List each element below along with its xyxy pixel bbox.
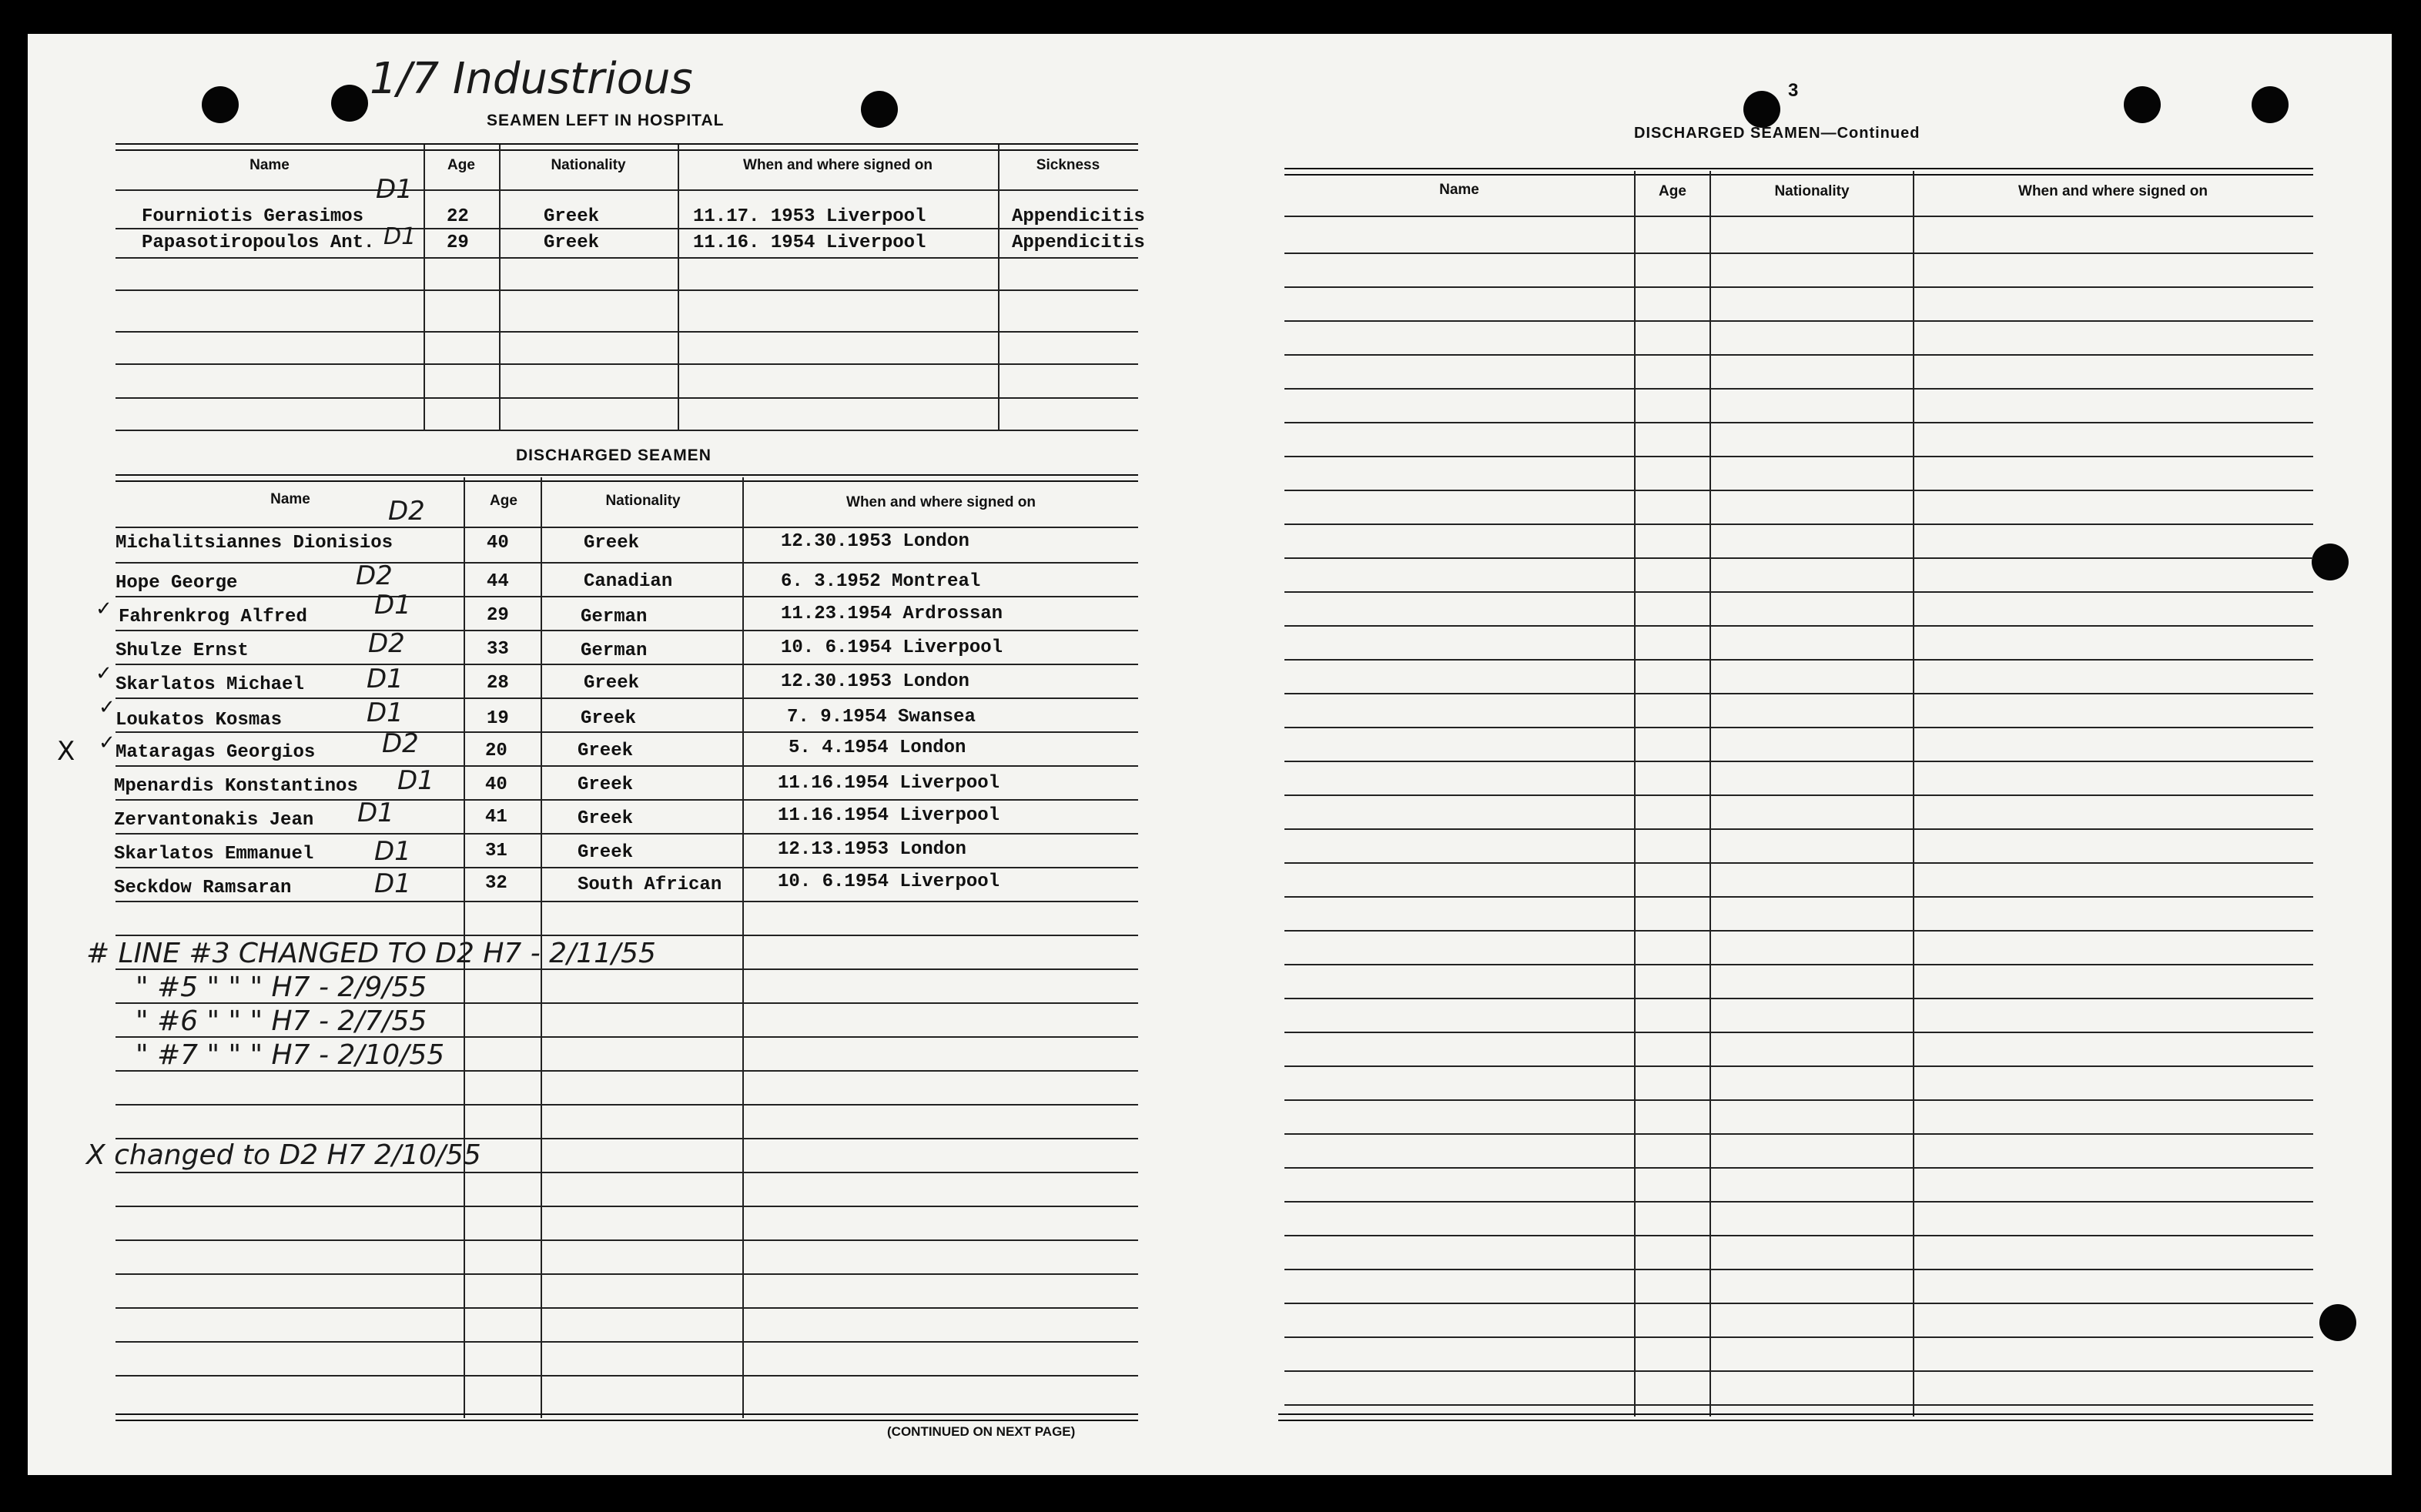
table-row-age: 32 [485,873,507,894]
handwritten-note: " #7 " " " H7 - 2/10/55 [136,1039,445,1071]
table-rule [1284,1099,2313,1101]
punch-hole [1743,91,1780,128]
table-row-age: 20 [485,741,507,761]
handwritten-note: X changed to D2 H7 2/10/55 [86,1139,481,1171]
table-row-signed: 10. 6.1954 Liverpool [781,637,1003,658]
table-row-nationality: Greek [578,842,634,863]
table-row-age: 40 [487,533,509,554]
row-code: D1 [367,697,404,728]
table-rule [116,474,1138,482]
discharged-col-age: Age [490,493,517,509]
x-mark: X [57,736,75,767]
table-rule [1284,591,2313,593]
table-row-age: 31 [485,841,507,861]
table-rule [1284,1269,2313,1270]
table-rule [1284,524,2313,525]
row-code: D1 [357,798,394,828]
hospital-col-nationality: Nationality [551,157,626,173]
table-row-signed: 12.30.1953 London [781,531,969,552]
check-mark: ✓ [95,597,112,621]
hospital-col-name: Name [249,157,290,173]
row-code: D1 [374,868,411,899]
handwritten-note: " #6 " " " H7 - 2/7/55 [136,1005,427,1037]
table-row-nationality: Greek [544,232,600,253]
table-row-signed: 7. 9.1954 Swansea [787,707,976,728]
table-rule [1284,1370,2313,1372]
hospital-col-age: Age [447,157,475,173]
table-rule [1284,1404,2313,1406]
table-row-nationality: German [581,607,648,627]
table-rule [1284,388,2313,390]
punch-hole [2319,1304,2356,1341]
hospital-col-signed: When and where signed on [743,157,933,173]
row-code: D1 [367,664,404,694]
table-rule [1284,625,2313,627]
table-rule [1284,1303,2313,1304]
table-rule [1284,1133,2313,1135]
table-row-sickness: Appendicitis [1012,206,1145,227]
table-row-nationality: Greek [584,673,640,694]
table-rule [1284,794,2313,796]
table-row-nationality: Greek [578,808,634,829]
table-row-name: Skarlatos Michael [116,674,304,695]
table-row-signed: 11.17. 1953 Liverpool [693,206,926,227]
check-mark: ✓ [99,731,116,754]
table-rule [1284,930,2313,932]
table-row-nationality: Greek [581,708,637,729]
table-row-name: Fourniotis Gerasimos [142,206,364,227]
row-code: D1 [397,765,434,796]
check-mark: ✓ [99,696,116,719]
right-col-age: Age [1659,183,1686,199]
table-row-name: Mpenardis Konstantinos [114,776,358,797]
table-row-signed: 10. 6.1954 Liverpool [778,871,1000,892]
punch-hole [861,91,898,128]
table-rule [1284,168,2313,176]
check-mark: ✓ [95,662,112,685]
table-row-nationality: Greek [544,206,600,227]
row-code: D2 [382,728,419,759]
table-row-age: 40 [485,774,507,795]
row-code: D2 [356,560,393,591]
table-row-age: 22 [447,206,469,227]
punch-hole [2312,544,2349,580]
table-rule [1284,659,2313,661]
table-row-name: Loukatos Kosmas [116,710,283,731]
table-rule [1284,896,2313,898]
table-row-signed: 5. 4.1954 London [789,738,966,758]
row-code: D1 [374,590,411,621]
right-col-name: Name [1439,182,1479,198]
table-row-name: Fahrenkrog Alfred [119,607,307,627]
table-row-age: 29 [447,232,469,253]
table-row-age: 29 [487,605,509,626]
row-code: D1 [376,174,413,205]
table-rule [1284,422,2313,423]
table-row-age: 28 [487,673,509,694]
table-row-name: Mataragas Georgios [116,742,316,763]
table-rule [1284,1065,2313,1067]
row-code: D2 [388,496,425,527]
table-row-name: Papasotiropoulos Ant. [142,232,375,253]
table-row-nationality: German [581,641,648,661]
table-rule [1284,1032,2313,1033]
punch-hole [2252,86,2289,123]
table-rule [1284,1336,2313,1338]
table-row-nationality: Greek [578,741,634,761]
table-rule [1284,964,2313,965]
page-number: 3 [1788,80,1799,101]
table-row-name: Seckdow Ramsaran [114,878,292,898]
table-row-age: 33 [487,639,509,660]
table-rule [1284,693,2313,694]
handwritten-note: " #5 " " " H7 - 2/9/55 [136,972,427,1003]
table-row-signed: 11.16.1954 Liverpool [778,805,1000,826]
table-row-signed: 11.23.1954 Ardrossan [781,604,1003,624]
table-row-age: 44 [487,571,509,592]
table-rule [1284,761,2313,762]
table-rule [116,1413,1138,1421]
discharged-title: DISCHARGED SEAMEN [516,447,712,464]
table-row-name: Hope George [116,573,238,594]
table-row-sickness: Appendicitis [1012,232,1145,253]
table-rule [1284,1167,2313,1169]
hospital-col-sickness: Sickness [1036,157,1100,173]
table-row-name: Michalitsiannes Dionisios [116,533,393,554]
discharged-col-name: Name [270,491,310,507]
table-row-nationality: Greek [578,774,634,795]
table-row-name: Zervantonakis Jean [114,810,314,831]
table-rule [1284,998,2313,999]
hospital-title: SEAMEN LEFT IN HOSPITAL [487,112,725,129]
table-row-nationality: South African [578,875,722,895]
table-rule [1284,1201,2313,1203]
table-rule [1278,1413,2313,1421]
continued-footer: (CONTINUED ON NEXT PAGE) [887,1424,1076,1439]
table-row-nationality: Greek [584,533,640,554]
table-rule [1284,286,2313,288]
discharged-col-signed: When and where signed on [846,494,1036,510]
header-annotation: 1/7 Industrious [370,54,693,104]
table-rule [1284,490,2313,491]
table-row-nationality: Canadian [584,571,673,592]
discharged-col-nationality: Nationality [605,493,681,509]
handwritten-note: # LINE #3 CHANGED TO D2 H7 - 2/11/55 [86,938,656,969]
table-row-signed: 12.30.1953 London [781,671,969,692]
right-col-signed: When and where signed on [2018,183,2208,199]
right-col-nationality: Nationality [1774,183,1850,199]
table-row-age: 19 [487,708,509,729]
table-row-age: 41 [485,807,507,828]
row-code: D1 [374,836,411,867]
table-rule [1284,557,2313,559]
table-row-signed: 11.16. 1954 Liverpool [693,232,926,253]
punch-hole [2124,86,2161,123]
table-rule [1284,727,2313,728]
continued-title: DISCHARGED SEAMEN—Continued [1634,125,1920,142]
table-rule [1284,253,2313,254]
table-row-signed: 12.13.1953 London [778,839,966,860]
punch-hole [331,85,368,122]
table-row-signed: 6. 3.1952 Montreal [781,571,981,592]
table-rule [1284,828,2313,830]
table-rule [1284,354,2313,356]
table-rule [1284,1235,2313,1236]
table-rule [1284,320,2313,322]
row-code: D1 [383,223,417,250]
table-rule [1284,862,2313,864]
row-code: D2 [368,628,405,659]
table-rule [116,143,1138,151]
table-row-name: Skarlatos Emmanuel [114,844,314,865]
table-rule [1284,456,2313,457]
table-row-signed: 11.16.1954 Liverpool [778,773,1000,794]
table-row-name: Shulze Ernst [116,641,249,661]
punch-hole [202,86,239,123]
